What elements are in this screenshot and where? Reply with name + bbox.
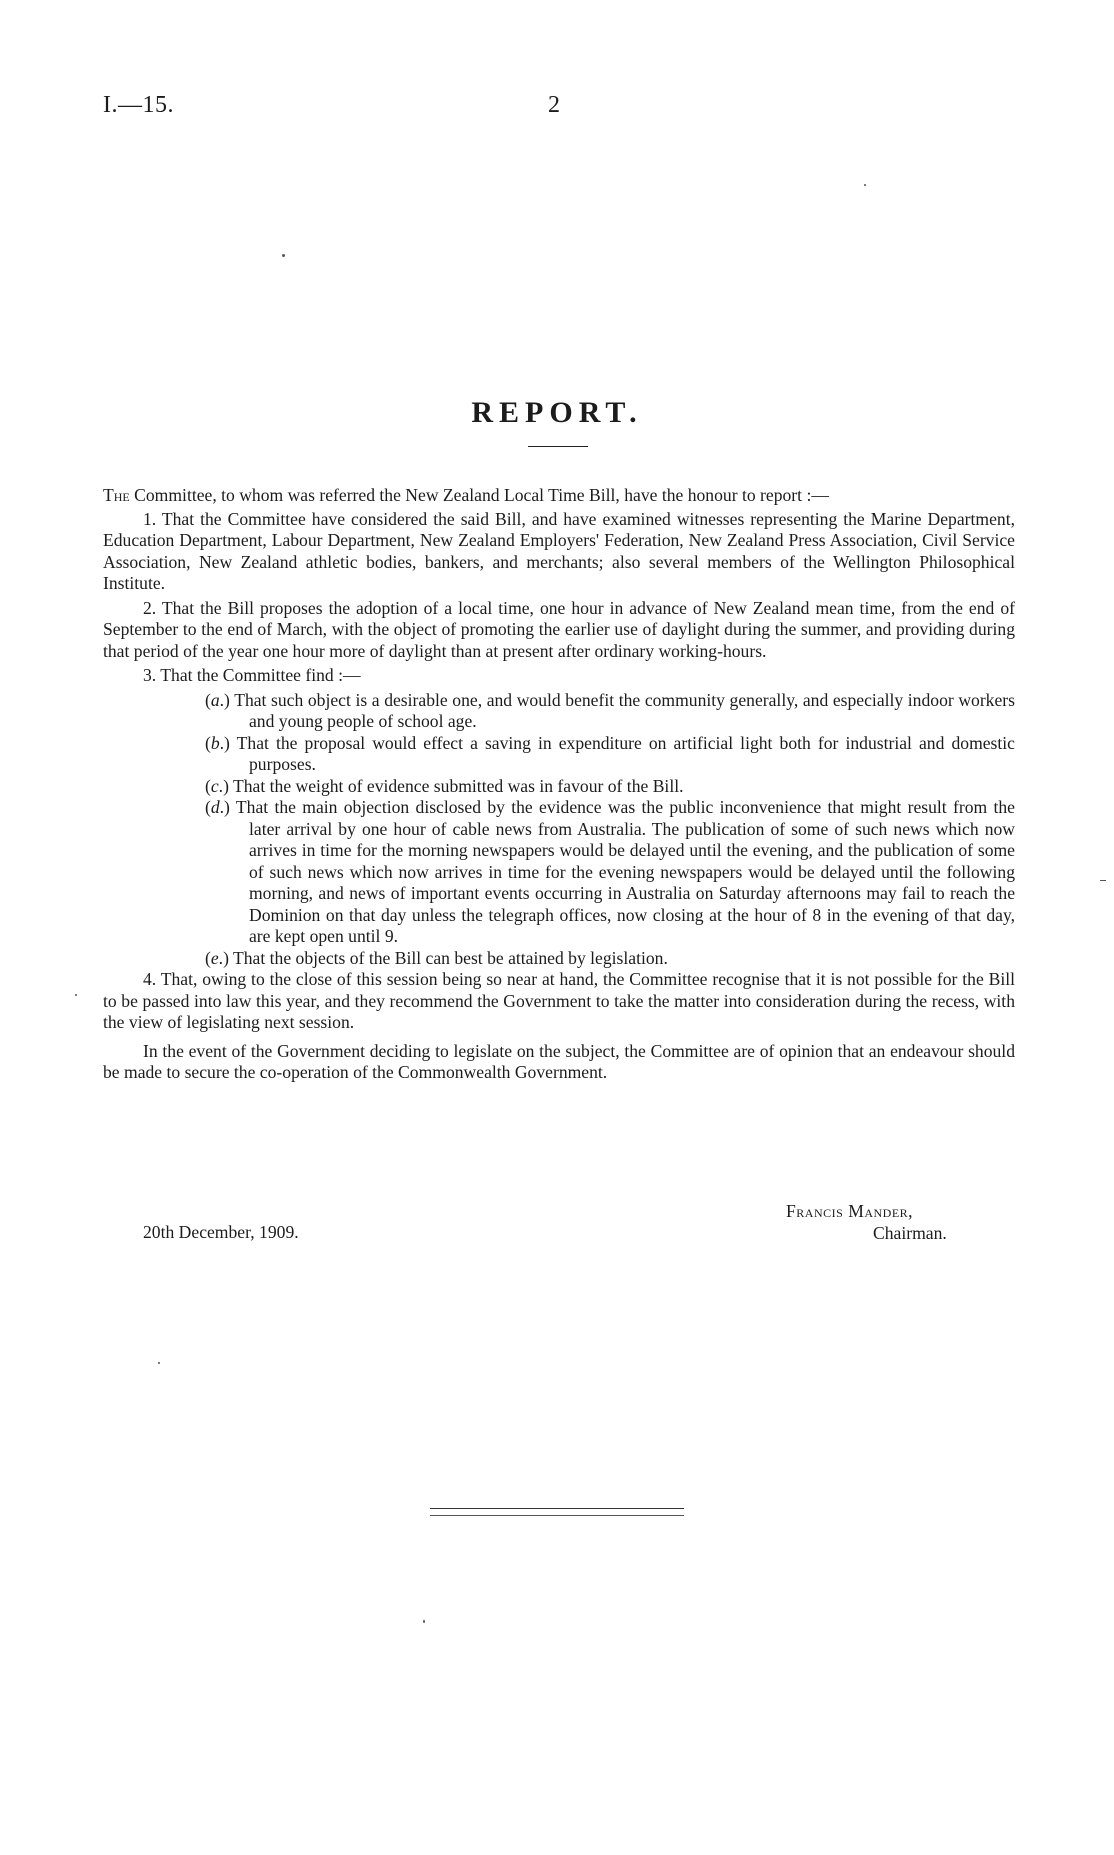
- scan-speck: [864, 184, 866, 186]
- document-reference: I.—15.: [103, 92, 174, 118]
- paragraph-3: 3. That the Committee find :—: [143, 665, 361, 685]
- finding-d-text: That the main objection disclosed by the evidence was the public inconvenience that might result from the later arrival by one hour of cable news from Australia. The publication of some of such news which now arrives in time for the morning newspapers would be delayed until the evening, and the publication of some of such news which now arrives in time for the evening newspapers would be delayed until the following morning, and news of important events occurring in Australia on Saturday afternoons may fail to reach the Dominion on that day unless the telegraph offices, now closing at the hour of 8 in the evening of that day, are kept open until 9.: [235, 797, 1015, 946]
- scan-speck: [423, 1620, 425, 1623]
- finding-c: [103, 776, 1015, 798]
- finding-d: [103, 797, 1015, 948]
- report-date: 20th December, 1909.: [143, 1222, 299, 1242]
- scan-speck: [1100, 880, 1106, 881]
- report-title: REPORT.: [471, 396, 643, 429]
- paragraph-1: 1. That the Committee have considered the said Bill, and have examined witnesses representing the Marine Department, Education Department, Labour Department, New Zealand Employers' Federation, New Zealand Press Association, Civil Service Association, New Zealand athletic bodies, bankers, and merchants; also several members of the Wellington Philosophical Institute.: [103, 508, 1015, 593]
- title-divider: [528, 446, 588, 447]
- signature-block: [786, 1200, 947, 1244]
- paragraph-4: 4. That, owing to the close of this session being so near at hand, the Committee recognise that it is not possible for the Bill to be passed into law this year, and they recommend the Government to take the matter into consideration during the recess, with the view of legislating next session.: [103, 969, 1015, 1032]
- report-body: [103, 485, 1015, 1088]
- finding-b: [103, 733, 1015, 776]
- finding-c-label: (c.): [205, 775, 234, 796]
- finding-e-text: That the objects of the Bill can best be attained by legislation.: [233, 947, 668, 968]
- finding-e: [103, 948, 1015, 970]
- page-number: 2: [548, 92, 560, 118]
- scan-speck: [75, 994, 77, 996]
- scan-speck: [158, 1362, 160, 1364]
- finding-d-label: (d.): [205, 797, 236, 817]
- finding-a-text: That such object is a desirable one, and would benefit the community generally, and especially indoor workers and young people of school age.: [234, 689, 1015, 731]
- finding-c-text: That the weight of evidence submitted was in favour of the Bill.: [233, 775, 684, 796]
- end-divider: [430, 1508, 684, 1516]
- intro-paragraph: [103, 485, 1015, 507]
- intro-lead: The: [103, 485, 130, 505]
- signatory-name: Francis Mander,: [786, 1201, 914, 1221]
- intro-text: Committee, to whom was referred the New Zealand Local Time Bill, have the honour to report :—: [129, 485, 829, 505]
- finding-b-label: (b.): [205, 732, 237, 753]
- paragraph-2: 2. That the Bill proposes the adoption of a local time, one hour in advance of New Zealand mean time, from the end of September to the end of March, with the object of promoting the earlier use of daylight during the summer, and providing during that period of the year one hour more of daylight than at present after ordinary working-hours.: [103, 597, 1015, 661]
- finding-b-text: That the proposal would effect a saving in expenditure on artificial light both for industrial and domestic purposes.: [236, 732, 1015, 774]
- finding-a: [103, 690, 1015, 733]
- signatory-title: Chairman.: [873, 1223, 947, 1243]
- scan-speck: [282, 254, 285, 257]
- finding-e-label: (e.): [205, 947, 234, 968]
- paragraph-5: In the event of the Government deciding to legislate on the subject, the Committee are of opinion that an endeavour should be made to secure the co-operation of the Commonwealth Government.: [103, 1040, 1015, 1082]
- finding-a-label: (a.): [205, 689, 235, 710]
